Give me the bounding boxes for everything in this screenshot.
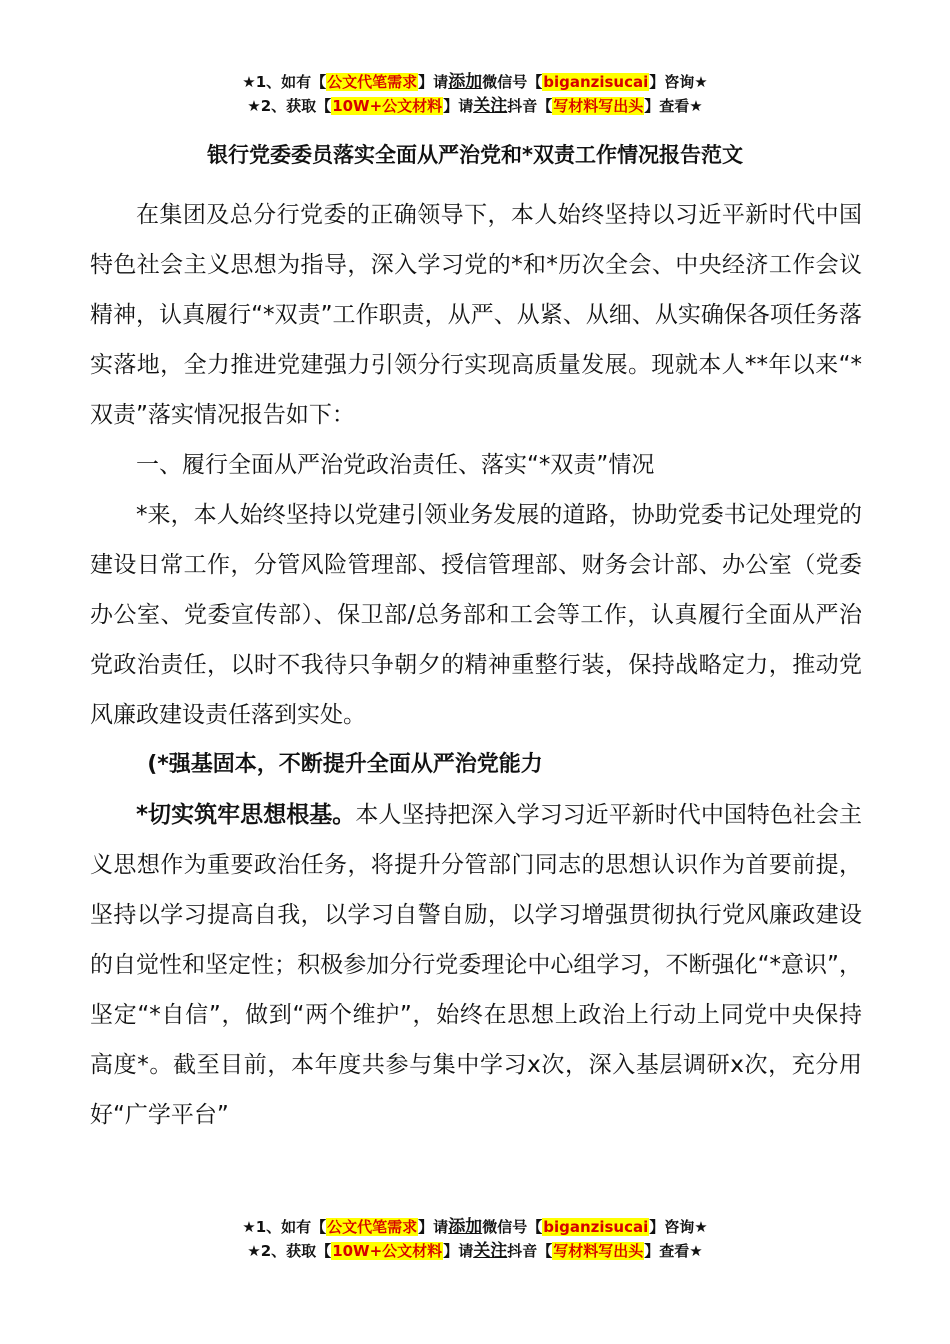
banner-text: 抖音【	[507, 97, 553, 115]
underlined-text: 关注	[473, 1241, 508, 1261]
banner-text: 】请	[443, 97, 474, 115]
highlight-service: 公文代笔需求	[327, 1218, 418, 1236]
paragraph-duties: *来，本人始终坚持以党建引领业务发展的道路，协助党委书记处理党的建设日常工作，分管风险管理部、授信管理部、财务会计部、办公室（党委办公室、党委宣传部）、保卫部/总务部和工会等工作，认真履行全面从严治党政治责任，以时不我待只争朝夕的精神重整行装，保持战略定力，推动党风廉政建设责任落到实处。	[90, 502, 862, 728]
highlight-wechat-id: biganzisucai	[543, 1218, 649, 1236]
header-banner	[0, 70, 950, 118]
paragraph-thought	[90, 790, 862, 1140]
highlight-materials: 10W+公文材料	[332, 97, 443, 115]
underlined-text: 关注	[473, 96, 508, 116]
banner-text: ★2、获取【	[247, 1242, 332, 1260]
highlight-wechat-id: biganzisucai	[543, 73, 649, 91]
highlight-materials: 10W+公文材料	[332, 1242, 443, 1260]
section-heading-1: 一、履行全面从严治党政治责任、落实“*双责”情况	[136, 452, 655, 478]
paragraph-intro: 在集团及总分行党委的正确领导下，本人始终坚持以习近平新时代中国特色社会主义思想为指导，深入学习党的*和*历次全会、中央经济工作会议精神，认真履行“*双责”工作职责，从严、从紧、从细、从实确保各项任务落实落地，全力推进党建强力引领分行实现高质量发展。现就本人**年以来“*双责”落实情况报告如下：	[90, 202, 862, 428]
banner-text: 微信号【	[482, 73, 543, 91]
section-heading-2: (*强基固本，不断提升全面从严治党能力	[147, 752, 543, 777]
underlined-text: 添加	[448, 72, 483, 92]
document-body	[90, 190, 862, 1140]
banner-text: ★1、如有【	[242, 1218, 327, 1236]
banner-text: 】咨询★	[649, 73, 708, 91]
banner-text: 微信号【	[482, 1218, 543, 1236]
banner-text: 】查看★	[644, 1242, 703, 1260]
banner-text: ★2、获取【	[247, 97, 332, 115]
footer-banner	[0, 1215, 950, 1263]
paragraph-lead: *切实筑牢思想根基。	[136, 802, 356, 828]
banner-line-1	[0, 70, 950, 94]
banner-text: 抖音【	[507, 1242, 553, 1260]
banner-line-2	[0, 94, 950, 118]
highlight-douyin-id: 写材料写出头	[553, 1242, 644, 1260]
banner-text: 】请	[443, 1242, 474, 1260]
banner-text: 】请	[418, 73, 449, 91]
banner-text: 】请	[418, 1218, 449, 1236]
underlined-text: 添加	[448, 1217, 483, 1237]
banner-line-1	[0, 1215, 950, 1239]
highlight-douyin-id: 写材料写出头	[553, 97, 644, 115]
highlight-service: 公文代笔需求	[327, 73, 418, 91]
banner-text: ★1、如有【	[242, 73, 327, 91]
banner-text: 】查看★	[644, 97, 703, 115]
paragraph-text: 本人坚持把深入学习习近平新时代中国特色社会主义思想作为重要政治任务，将提升分管部门同志的思想认识作为首要前提，坚持以学习提高自我，以学习自警自励，以学习增强贯彻执行党风廉政建设的自觉性和坚定性；积极参加分行党委理论中心组学习，不断强化“*意识”，坚定“*自信”，做到“两个维护”，始终在思想上政治上行动上同党中央保持高度*。截至目前，本年度共参与集中学习x次，深入基层调研x次，充分用好“广学平台”	[90, 802, 862, 1128]
banner-line-2	[0, 1239, 950, 1263]
banner-text: 】咨询★	[649, 1218, 708, 1236]
document-title: 银行党委委员落实全面从严治党和*双责工作情况报告范文	[207, 143, 743, 167]
